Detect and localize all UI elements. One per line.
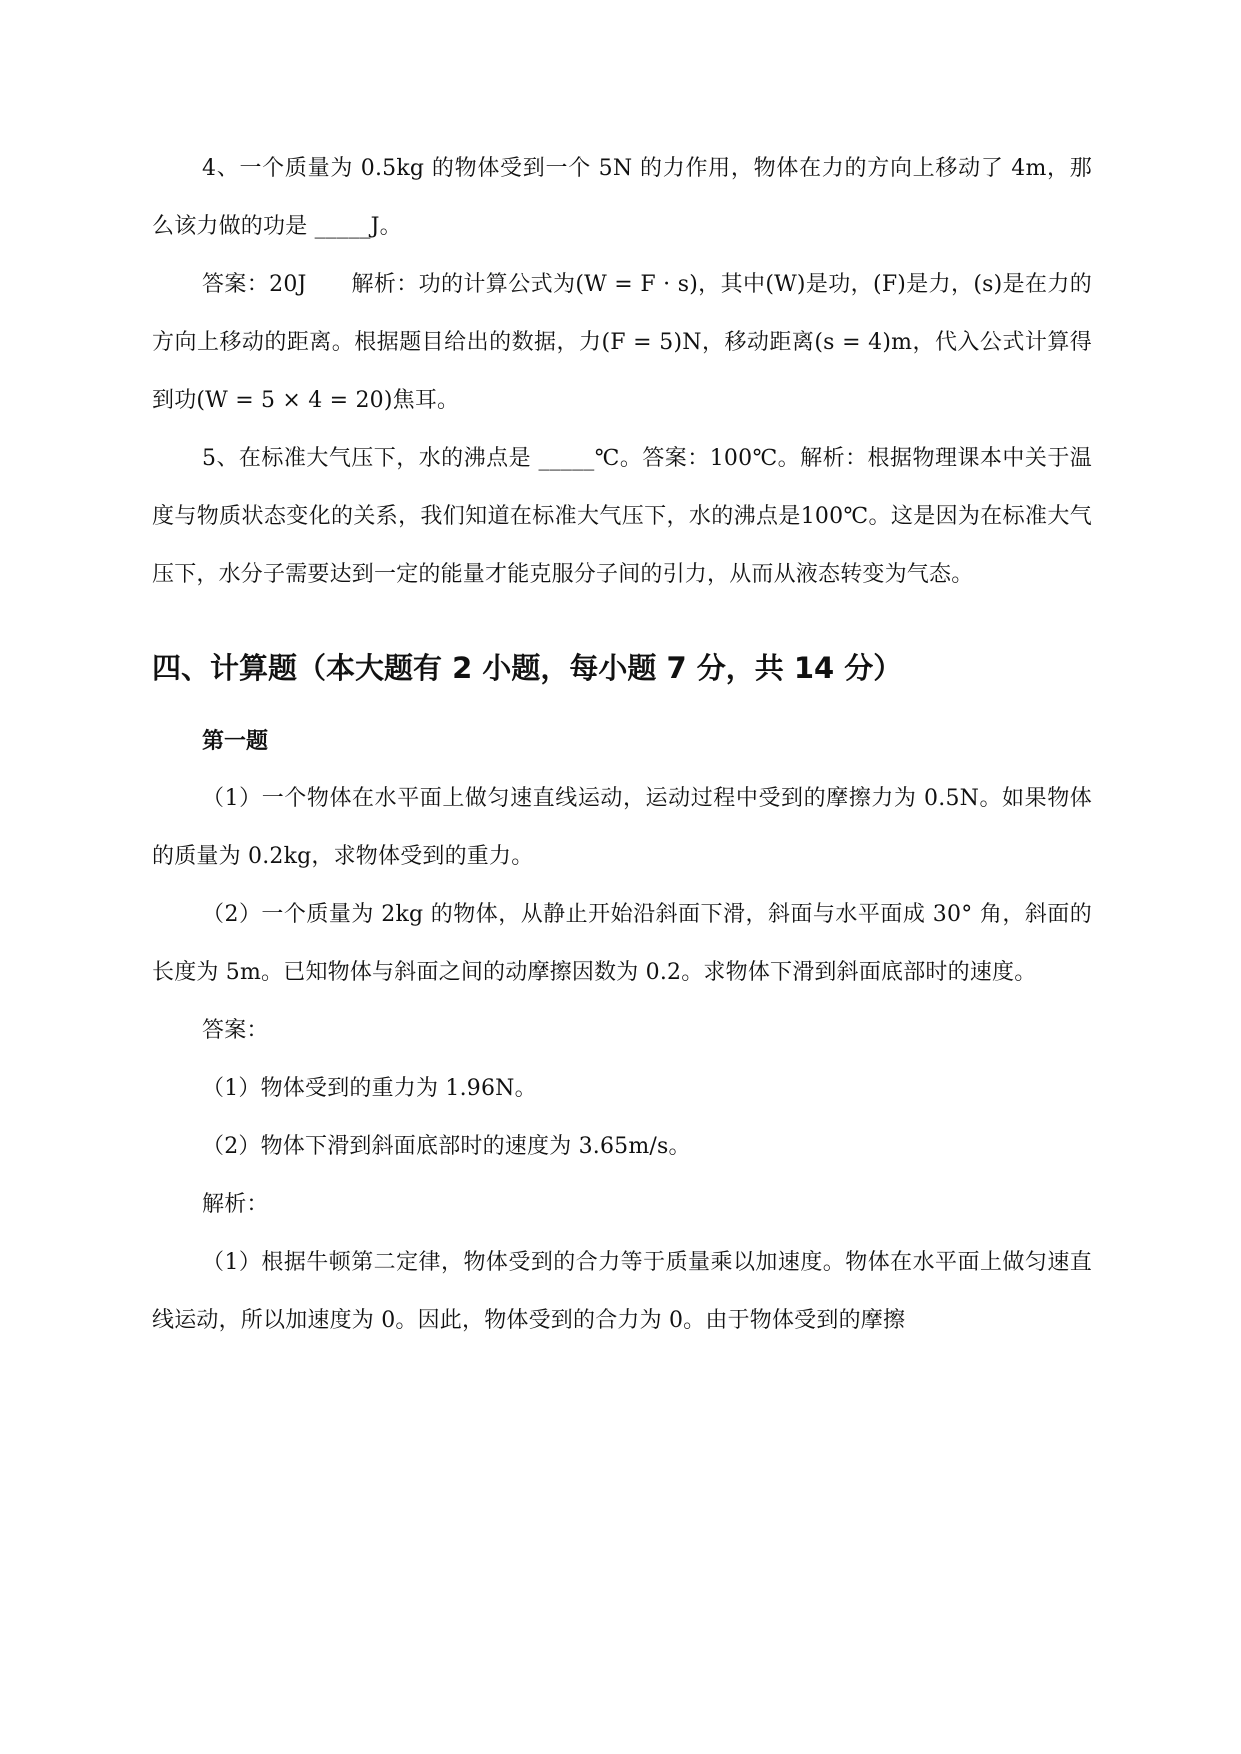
- analysis-1: （1）根据牛顿第二定律，物体受到的合力等于质量乘以加速度。物体在水平面上做匀速直线运动，所以加速度为 0。因此，物体受到的合力为 0。由于物体受到的摩擦: [152, 1250, 1092, 1333]
- analysis-label: 解析：: [202, 1192, 269, 1217]
- answer-label: 答案：: [202, 1018, 269, 1043]
- document-page: [152, 140, 1092, 1350]
- question-4-answer: 答案：20J 解析：功的计算公式为(W = F · s)，其中(W)是功，(F)是力，(s)是在力的方向上移动的距离。根据题目给出的数据，力(F = 5)N，移动距离(s = 4)m，代入公式计算得到功(W = 5 × 4 = 20)焦耳。: [152, 272, 1092, 413]
- section-heading-calculation: 四、计算题（本大题有 2 小题，每小题 7 分，共 14 分）: [152, 651, 903, 685]
- problem-1-part-1: （1）一个物体在水平面上做匀速直线运动，运动过程中受到的摩擦力为 0.5N。如果物体的质量为 0.2kg，求物体受到的重力。: [152, 786, 1092, 869]
- question-4: 4、一个质量为 0.5kg 的物体受到一个 5N 的力作用，物体在力的方向上移动了 4m，那么该力做的功是 _____J。: [152, 156, 1092, 239]
- answer-2: （2）物体下滑到斜面底部时的速度为 3.65m/s。: [202, 1134, 691, 1159]
- question-5: 5、在标准大气压下，水的沸点是 _____℃。答案：100℃。解析：根据物理课本中关于温度与物质状态变化的关系，我们知道在标准大气压下，水的沸点是100℃。这是因为在标准大气压下，水分子需要达到一定的能量才能克服分子间的引力，从而从液态转变为气态。: [152, 446, 1092, 587]
- answer-1: （1）物体受到的重力为 1.96N。: [202, 1076, 537, 1101]
- problem-1-part-2: （2）一个质量为 2kg 的物体，从静止开始沿斜面下滑，斜面与水平面成 30° 角，斜面的长度为 5m。已知物体与斜面之间的动摩擦因数为 0.2。求物体下滑到斜面底部时的速度。: [152, 902, 1092, 985]
- problem-1-title: 第一题: [202, 729, 269, 754]
